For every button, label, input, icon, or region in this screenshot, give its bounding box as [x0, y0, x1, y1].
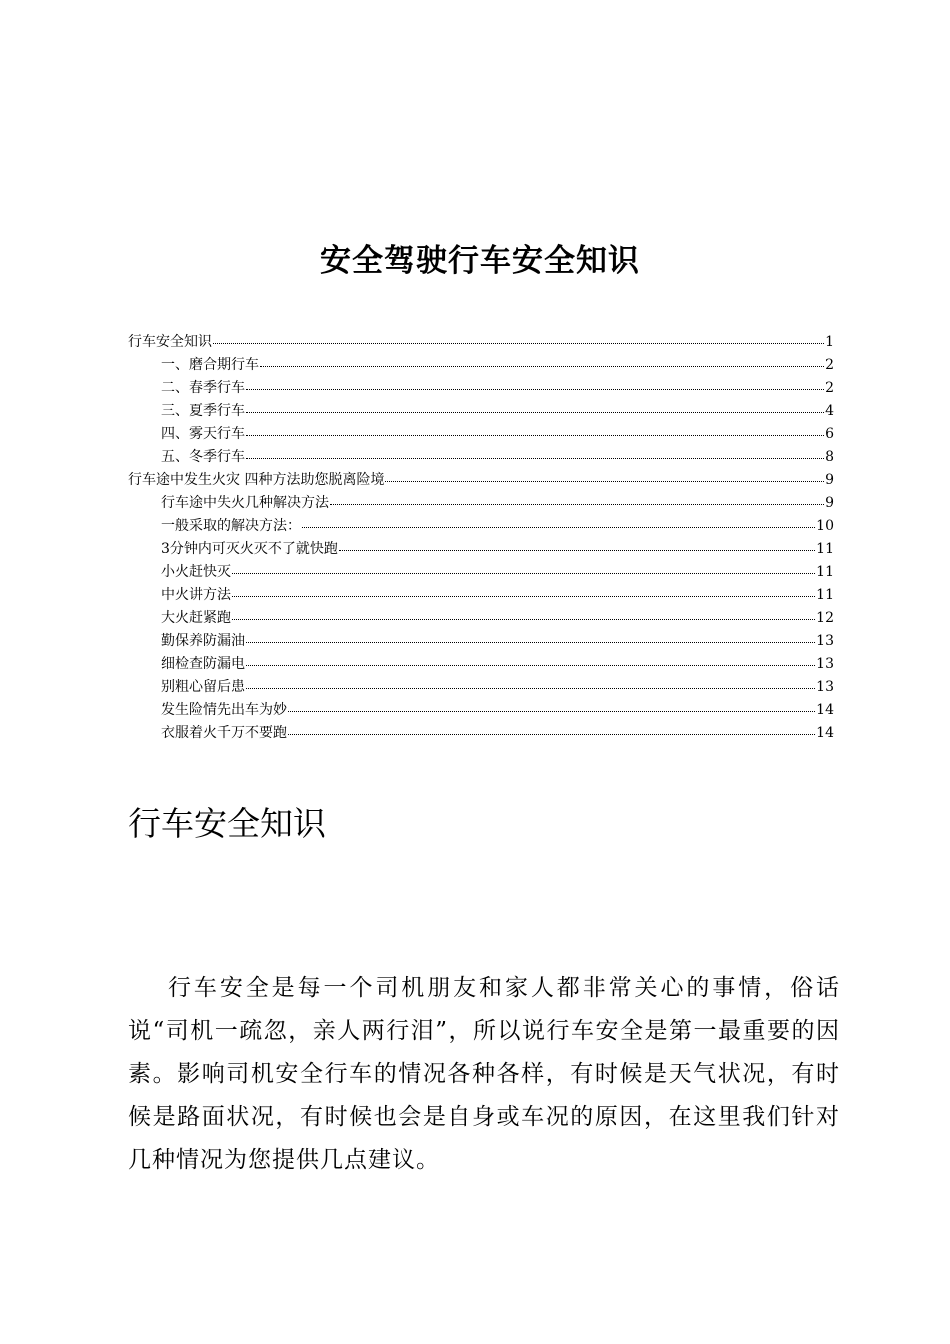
- toc-entry[interactable]: [128, 377, 834, 400]
- toc-leader-dots: [246, 389, 824, 390]
- toc-entry-label: 三、夏季行车: [161, 403, 245, 419]
- toc-entry-label: 勤保养防漏油: [161, 633, 245, 649]
- toc-entry-page: 9: [825, 472, 834, 488]
- toc-entry[interactable]: [128, 469, 834, 492]
- document-title: 安全驾驶行车安全知识: [320, 242, 640, 279]
- toc-entry[interactable]: [128, 607, 834, 630]
- toc-entry-label: 中火讲方法: [161, 587, 231, 603]
- toc-entry-page: 11: [816, 587, 834, 603]
- section-heading: 行车安全知识: [128, 804, 326, 844]
- toc-entry-label: 别粗心留后患: [161, 679, 245, 695]
- toc-leader-dots: [232, 596, 815, 597]
- body-paragraph: 行车安全是每一个司机朋友和家人都非常关心的事情，俗话说“司机一疏忽，亲人两行泪”，所以说行车安全是第一最重要的因素。影响司机安全行车的情况各种各样，有时候是天气状况，有时候是路面状况，有时候也会是自身或车况的原因，在这里我们针对几种情况为您提供几点建议。: [128, 975, 840, 1173]
- toc-entry-label: 大火赶紧跑: [161, 610, 231, 626]
- toc-entry-label: 小火赶快灭: [161, 564, 231, 580]
- toc-leader-dots: [246, 412, 824, 413]
- toc-leader-dots: [232, 619, 815, 620]
- toc-entry-label: 行车安全知识: [128, 334, 212, 350]
- toc-entry-label: 四、雾天行车: [161, 426, 245, 442]
- toc-entry[interactable]: [128, 653, 834, 676]
- toc-leader-dots: [288, 711, 815, 712]
- toc-entry[interactable]: [128, 561, 834, 584]
- toc-leader-dots: [246, 665, 815, 666]
- toc-entry-page: 11: [816, 564, 834, 580]
- toc-entry-label: 衣服着火千万不要跑: [161, 725, 287, 741]
- toc-entry-page: 13: [816, 633, 834, 649]
- toc-entry-label: 二、春季行车: [161, 380, 245, 396]
- toc-entry-page: 13: [816, 679, 834, 695]
- toc-entry-page: 6: [825, 426, 834, 442]
- table-of-contents: [128, 331, 834, 745]
- toc-entry[interactable]: [128, 699, 834, 722]
- toc-entry-label: 行车途中发生火灾 四种方法助您脱离险境: [128, 472, 385, 488]
- toc-leader-dots: [232, 573, 815, 574]
- toc-entry[interactable]: [128, 423, 834, 446]
- toc-entry-page: 14: [816, 725, 834, 741]
- toc-leader-dots: [246, 435, 824, 436]
- toc-leader-dots: [288, 734, 815, 735]
- toc-leader-dots: [246, 642, 815, 643]
- toc-entry-page: 14: [816, 702, 834, 718]
- toc-entry[interactable]: [128, 492, 834, 515]
- toc-entry-label: 细检查防漏电: [161, 656, 245, 672]
- toc-leader-dots: [339, 550, 815, 551]
- toc-entry[interactable]: [128, 722, 834, 745]
- toc-entry[interactable]: [128, 538, 834, 561]
- toc-entry[interactable]: [128, 584, 834, 607]
- toc-leader-dots: [385, 481, 824, 482]
- toc-entry-page: 9: [825, 495, 834, 511]
- toc-entry[interactable]: [128, 515, 834, 538]
- toc-entry-label: 一般采取的解决方法：: [161, 518, 301, 534]
- toc-entry[interactable]: [128, 446, 834, 469]
- toc-leader-dots: [213, 343, 824, 344]
- toc-leader-dots: [302, 527, 815, 528]
- toc-entry[interactable]: [128, 331, 834, 354]
- toc-entry-label: 3分钟内可灭火灭不了就快跑: [161, 541, 338, 557]
- toc-entry-page: 4: [825, 403, 834, 419]
- toc-entry-label: 五、冬季行车: [161, 449, 245, 465]
- toc-entry[interactable]: [128, 630, 834, 653]
- toc-leader-dots: [260, 366, 824, 367]
- toc-entry[interactable]: [128, 354, 834, 377]
- toc-entry-page: 13: [816, 656, 834, 672]
- toc-entry-page: 11: [816, 541, 834, 557]
- toc-entry[interactable]: [128, 400, 834, 423]
- toc-leader-dots: [246, 458, 824, 459]
- toc-leader-dots: [330, 504, 824, 505]
- toc-entry-page: 8: [825, 449, 834, 465]
- toc-entry-page: 10: [816, 518, 834, 534]
- toc-entry-page: 2: [825, 380, 834, 396]
- toc-entry-label: 一、磨合期行车: [161, 357, 259, 373]
- toc-entry-page: 12: [816, 610, 834, 626]
- toc-entry-page: 2: [825, 357, 834, 373]
- toc-leader-dots: [246, 688, 815, 689]
- toc-entry-page: 1: [825, 334, 834, 350]
- toc-entry-label: 行车途中失火几种解决方法: [161, 495, 329, 511]
- toc-entry-label: 发生险情先出车为妙: [161, 702, 287, 718]
- toc-entry[interactable]: [128, 676, 834, 699]
